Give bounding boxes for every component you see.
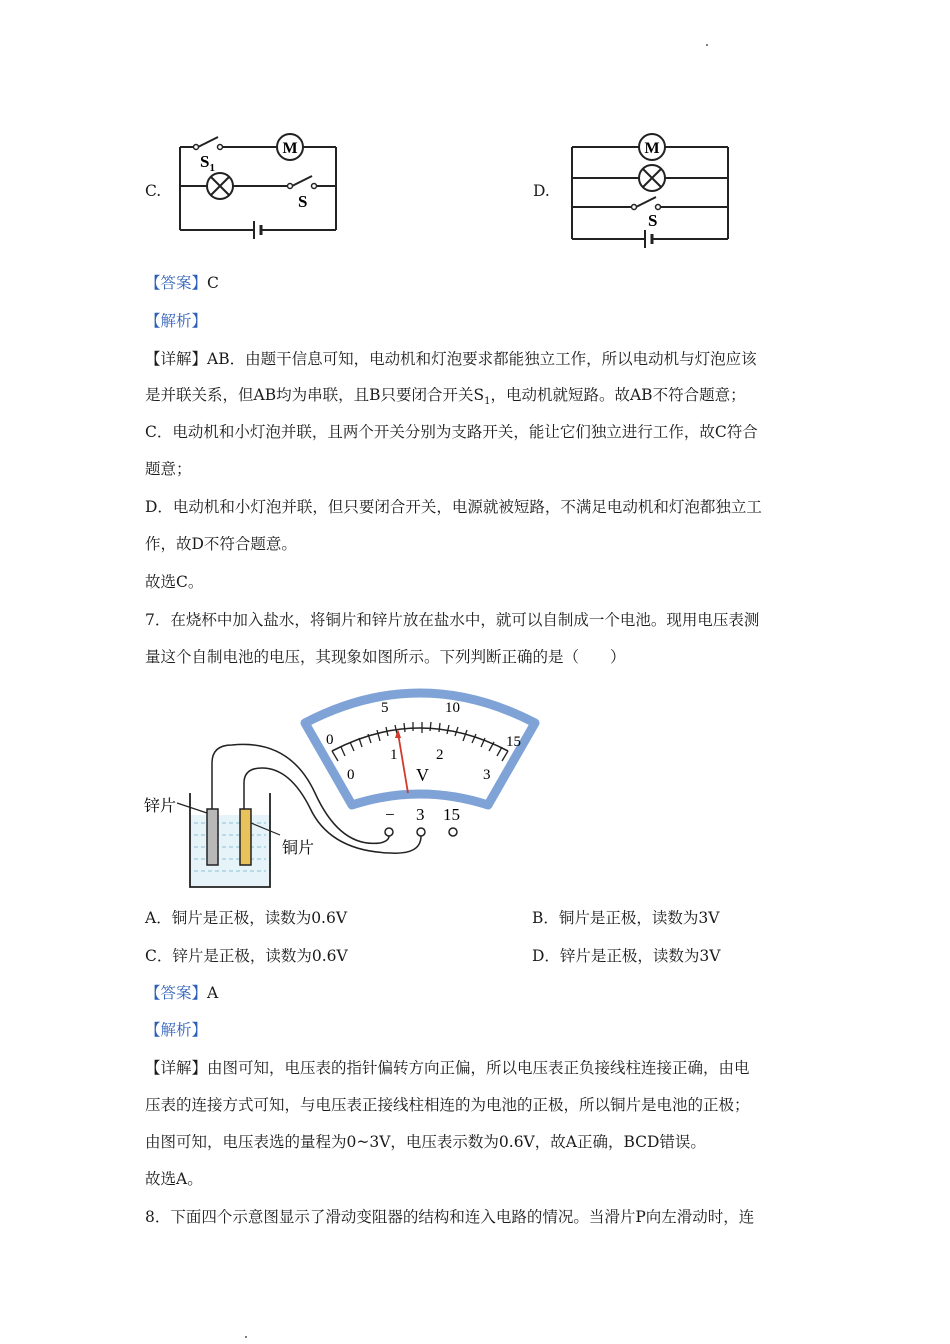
scale-top-label: 15 bbox=[506, 734, 521, 750]
terminal-3 bbox=[417, 828, 425, 836]
q8-stem-line-1: 8．下面四个示意图显示了滑动变阻器的结构和连入电路的情况。当滑片P向左滑动时，连 bbox=[145, 1208, 755, 1226]
q6-analysis-heading bbox=[145, 310, 207, 332]
answer-tag: 【答案】 bbox=[145, 984, 208, 1002]
q7-detail-line-1 bbox=[145, 1057, 750, 1079]
unit-label: V bbox=[416, 765, 429, 785]
detail-text: AB．由题干信息可知，电动机和灯泡要求都能独立工作，所以电动机与灯泡应该 bbox=[207, 350, 757, 368]
copper-plate bbox=[240, 809, 251, 865]
detail-tag: 【详解】 bbox=[145, 350, 208, 368]
detail-text: ，电动机就短路。故AB不符合题意； bbox=[490, 386, 746, 404]
q6-detail-line-2 bbox=[145, 384, 746, 413]
analysis-tag: 【解析】 bbox=[145, 312, 208, 330]
motor-label: M bbox=[282, 140, 298, 157]
q6-detail-line-5: D．电动机和小灯泡并联，但只要闭合开关，电源就被短路，不满足电动机和灯泡都独立工 bbox=[145, 498, 762, 516]
lamp-symbol bbox=[639, 165, 665, 191]
q6-detail-line-6: 作，故D不符合题意。 bbox=[145, 535, 297, 553]
detail-tag: 【详解】 bbox=[145, 1059, 208, 1077]
switch-s1-label: $S_1$ bbox=[200, 152, 215, 174]
scale-bottom-label: 1 bbox=[390, 747, 398, 763]
q7-option-b: B．铜片是正极，读数为3V bbox=[532, 909, 720, 927]
voltmeter-battery-figure bbox=[140, 683, 560, 893]
q7-stem-line-1: 7．在烧杯中加入盐水，将铜片和锌片放在盐水中，就可以自制成一个电池。现用电压表测 bbox=[145, 611, 760, 629]
terminal-label-15: 15 bbox=[443, 805, 460, 824]
motor-label: M bbox=[644, 140, 660, 157]
terminal-label-3: 3 bbox=[416, 805, 425, 824]
circuit-diagram-c bbox=[170, 125, 345, 240]
answer-value: A bbox=[207, 984, 219, 1002]
q7-answer bbox=[145, 982, 218, 1004]
q7-detail-line-3: 由图可知，电压表选的量程为0~3V，电压表示数为0.6V，故A正确，BCD错误。 bbox=[145, 1133, 706, 1151]
answer-tag: 【答案】 bbox=[145, 274, 208, 292]
circuit-diagram-d bbox=[562, 125, 742, 250]
zinc-label: 锌片 bbox=[144, 798, 177, 815]
switch-s-label: S bbox=[298, 192, 308, 211]
scan-mark bbox=[245, 1336, 247, 1338]
scale-bottom-label: 3 bbox=[483, 767, 491, 783]
terminal-15 bbox=[449, 828, 457, 836]
q6-detail-line-3: C．电动机和小灯泡并联，且两个开关分别为支路开关，能让它们独立进行工作，故C符合 bbox=[145, 423, 758, 441]
scale-top-label: 0 bbox=[326, 732, 334, 748]
q7-option-a: A．铜片是正极，读数为0.6V bbox=[145, 909, 348, 927]
lamp-symbol bbox=[207, 173, 233, 199]
battery-symbol bbox=[254, 221, 261, 239]
detail-text: 由图可知，电压表的指针偏转方向正偏，所以电压表正负接线柱连接正确，由电 bbox=[207, 1059, 750, 1077]
terminal-label-negative: − bbox=[385, 805, 395, 824]
q7-analysis-heading bbox=[145, 1019, 207, 1041]
scale-bottom-label: 0 bbox=[347, 767, 355, 783]
q7-conclusion: 故选A。 bbox=[145, 1170, 203, 1188]
detail-subscript: 1 bbox=[484, 396, 491, 408]
q6-detail-line-1 bbox=[145, 348, 757, 370]
analysis-tag: 【解析】 bbox=[145, 1021, 208, 1039]
copper-label: 铜片 bbox=[282, 840, 315, 857]
q7-option-c: C．锌片是正极，读数为0.6V bbox=[145, 947, 348, 965]
q6-answer bbox=[145, 272, 219, 294]
scan-mark bbox=[706, 44, 708, 46]
scale-bottom-label: 2 bbox=[436, 747, 444, 763]
q7-option-d: D．锌片是正极，读数为3V bbox=[532, 947, 721, 965]
switch-s-label: S bbox=[648, 211, 658, 230]
q6-conclusion: 故选C。 bbox=[145, 573, 204, 591]
answer-value: C bbox=[207, 274, 219, 292]
scale-top-label: 5 bbox=[381, 700, 389, 716]
detail-text: 是并联关系，但AB均为串联，且B只要闭合开关S bbox=[145, 386, 485, 404]
q7-detail-line-2: 压表的连接方式可知，与电压表正接线柱相连的为电池的正极，所以铜片是电池的正极； bbox=[145, 1096, 750, 1114]
option-d-label: D. bbox=[533, 182, 550, 200]
q7-stem-line-2: 量这个自制电池的电压，其现象如图所示。下列判断正确的是（ ） bbox=[145, 648, 626, 666]
terminal-negative bbox=[385, 828, 393, 836]
option-c-label: C. bbox=[145, 182, 162, 200]
q6-detail-line-4: 题意； bbox=[145, 460, 192, 478]
battery-symbol bbox=[645, 230, 652, 248]
scale-top-label: 10 bbox=[445, 700, 460, 716]
zinc-plate bbox=[207, 809, 218, 865]
